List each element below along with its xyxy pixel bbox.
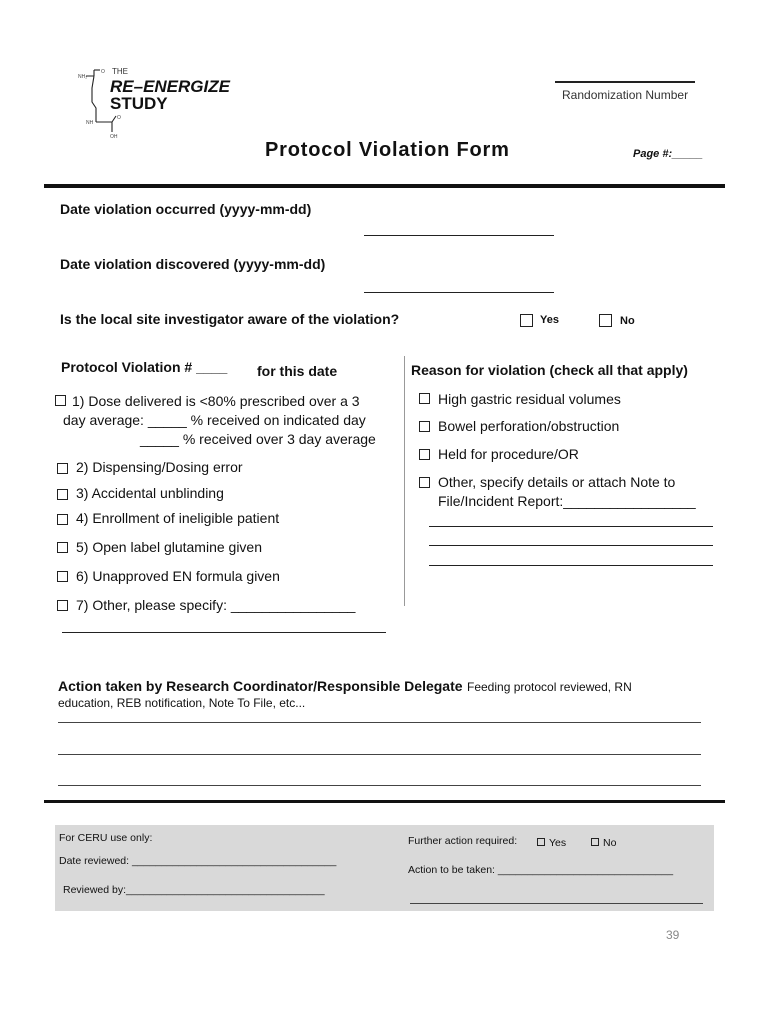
svg-text:NH: NH: [86, 120, 94, 126]
action-hint-line2: education, REB notification, Note To File, etc...: [58, 696, 306, 710]
ceru-action-field[interactable]: [410, 903, 703, 904]
violation-item2-label: 2) Dispensing/Dosing error: [76, 459, 243, 475]
svg-text:O: O: [117, 115, 121, 121]
violation-item5-label: 5) Open label glutamine given: [76, 539, 263, 555]
investigator-yes-checkbox[interactable]: [520, 314, 533, 327]
reason-item1-checkbox[interactable]: [419, 393, 430, 404]
reason-other-field-1[interactable]: [429, 526, 713, 527]
logo-the: THE: [112, 67, 128, 76]
investigator-yes-label: Yes: [540, 314, 559, 326]
reason-item4-line1: Other, specify details or attach Note to: [438, 474, 676, 490]
ceru-no-label: No: [603, 837, 617, 849]
column-divider: [404, 356, 405, 606]
violation-heading: Protocol Violation # ____: [61, 359, 228, 375]
action-section: [58, 678, 718, 711]
svg-text:NH₂: NH₂: [78, 74, 88, 80]
violation-item1-line2: day average: _____ % received on indicated day: [63, 412, 366, 428]
reason-other-field-3[interactable]: [429, 565, 713, 566]
reason-item2-checkbox[interactable]: [419, 421, 430, 432]
action-field-3[interactable]: [58, 785, 701, 786]
violation-heading-suffix: for this date: [257, 363, 338, 379]
ceru-yes-label: Yes: [549, 837, 567, 849]
reason-item4-line2: File/Incident Report:_________________: [438, 493, 696, 509]
ceru-no-checkbox[interactable]: [591, 838, 599, 846]
violation-item4-checkbox[interactable]: [57, 514, 68, 525]
logo-line2: STUDY: [110, 94, 168, 113]
investigator-no-checkbox[interactable]: [599, 314, 612, 327]
ceru-label: For CERU use only:: [59, 832, 153, 844]
ceru-date-reviewed[interactable]: Date reviewed: ___________________________________: [59, 855, 337, 867]
violation-item7-label: 7) Other, please specify: ________________: [76, 597, 356, 613]
investigator-no-label: No: [620, 315, 635, 327]
action-field-1[interactable]: [58, 722, 701, 723]
violation-item1-line1: 1) Dose delivered is <80% prescribed over a 3: [72, 393, 360, 409]
reason-item3-checkbox[interactable]: [419, 449, 430, 460]
violation-item5-checkbox[interactable]: [57, 542, 68, 553]
page-number-label[interactable]: Page #:_____: [633, 148, 703, 160]
action-hint-line1: Feeding protocol reviewed, RN: [467, 680, 632, 694]
randomization-line[interactable]: [555, 81, 695, 83]
action-heading: Action taken by Research Coordinator/Responsible Delegate: [58, 678, 463, 694]
footer-divider: [44, 800, 725, 803]
violation-other-field[interactable]: [62, 632, 386, 633]
reason-item2-label: Bowel perforation/obstruction: [438, 418, 620, 434]
investigator-question: Is the local site investigator aware of the violation?: [60, 311, 400, 327]
violation-item1-checkbox[interactable]: [55, 395, 66, 406]
header-divider: [44, 184, 725, 188]
logo-line1: RE–ENERGIZE: [110, 77, 230, 96]
ceru-box: [55, 825, 714, 911]
ceru-yes-checkbox[interactable]: [537, 838, 545, 846]
reason-item1-label: High gastric residual volumes: [438, 391, 621, 407]
violation-item1-line3: _____ % received over 3 day average: [140, 431, 376, 447]
violation-item6-label: 6) Unapproved EN formula given: [76, 568, 280, 584]
randomization-label: Randomization Number: [562, 88, 689, 102]
date-discovered-label: Date violation discovered (yyyy-mm-dd): [60, 256, 326, 272]
date-discovered-field[interactable]: [364, 292, 554, 293]
date-occurred-field[interactable]: [364, 235, 554, 236]
ceru-action-to-be-taken[interactable]: Action to be taken: ______________________________: [408, 864, 674, 876]
page-title: Protocol Violation Form: [265, 139, 510, 161]
violation-item2-checkbox[interactable]: [57, 463, 68, 474]
violation-item6-checkbox[interactable]: [57, 571, 68, 582]
action-field-2[interactable]: [58, 754, 701, 755]
reason-item3-label: Held for procedure/OR: [438, 446, 579, 462]
reason-other-field-2[interactable]: [429, 545, 713, 546]
svg-text:OH: OH: [110, 134, 118, 140]
violation-item3-label: 3) Accidental unblinding: [76, 485, 224, 501]
violation-item3-checkbox[interactable]: [57, 489, 68, 500]
date-occurred-label: Date violation occurred (yyyy-mm-dd): [60, 201, 312, 217]
ceru-reviewed-by[interactable]: Reviewed by:__________________________________: [63, 884, 325, 896]
study-logo: [72, 66, 252, 146]
page-number: 39: [666, 928, 680, 942]
reason-item4-checkbox[interactable]: [419, 477, 430, 488]
ceru-further-action: Further action required:: [408, 835, 518, 847]
violation-item7-checkbox[interactable]: [57, 600, 68, 611]
reason-heading: Reason for violation (check all that apply): [411, 362, 688, 378]
svg-text:O: O: [101, 69, 105, 75]
violation-item4-label: 4) Enrollment of ineligible patient: [76, 510, 280, 526]
